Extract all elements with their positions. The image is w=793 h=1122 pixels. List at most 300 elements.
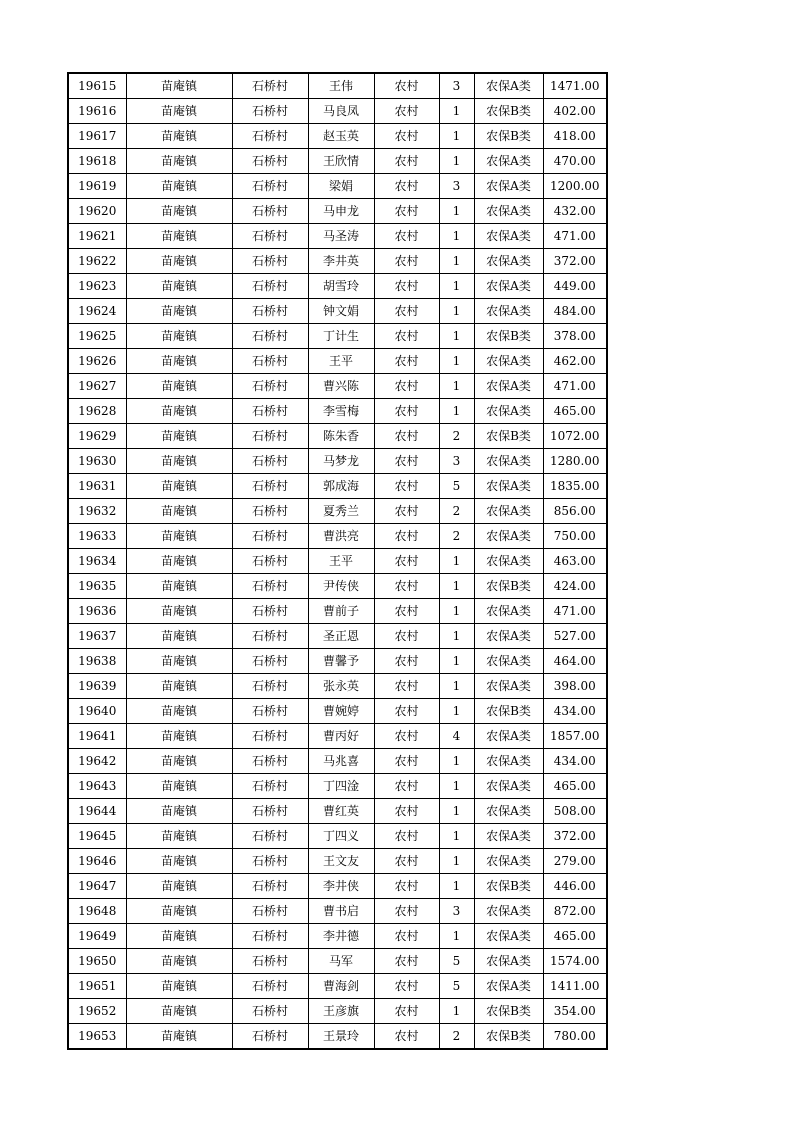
household-count-cell: 1 (439, 549, 474, 574)
records-table-body (68, 73, 607, 1049)
insurance-category-cell: 农保A类 (474, 374, 543, 399)
table-row (68, 774, 607, 799)
record-id-cell: 19650 (68, 949, 126, 974)
amount-cell: 372.00 (543, 249, 607, 274)
village-cell: 石桥村 (232, 674, 308, 699)
village-cell: 石桥村 (232, 499, 308, 524)
record-id-cell: 19628 (68, 399, 126, 424)
village-cell: 石桥村 (232, 949, 308, 974)
household-count-cell: 1 (439, 299, 474, 324)
amount-cell: 464.00 (543, 649, 607, 674)
household-count-cell: 1 (439, 924, 474, 949)
village-cell: 石桥村 (232, 124, 308, 149)
household-count-cell: 1 (439, 324, 474, 349)
table-row (68, 824, 607, 849)
village-cell: 石桥村 (232, 899, 308, 924)
town-cell: 苗庵镇 (126, 1024, 232, 1050)
amount-cell: 398.00 (543, 674, 607, 699)
records-table (67, 72, 608, 1050)
household-count-cell: 1 (439, 374, 474, 399)
name-cell: 夏秀兰 (308, 499, 374, 524)
household-count-cell: 2 (439, 524, 474, 549)
amount-cell: 462.00 (543, 349, 607, 374)
table-row (68, 749, 607, 774)
amount-cell: 418.00 (543, 124, 607, 149)
amount-cell: 780.00 (543, 1024, 607, 1050)
village-cell: 石桥村 (232, 99, 308, 124)
area-type-cell: 农村 (374, 724, 439, 749)
name-cell: 丁计生 (308, 324, 374, 349)
household-count-cell: 1 (439, 349, 474, 374)
insurance-category-cell: 农保B类 (474, 574, 543, 599)
table-row (68, 974, 607, 999)
table-row (68, 799, 607, 824)
area-type-cell: 农村 (374, 524, 439, 549)
amount-cell: 279.00 (543, 849, 607, 874)
household-count-cell: 1 (439, 149, 474, 174)
name-cell: 曹洪亮 (308, 524, 374, 549)
record-id-cell: 19637 (68, 624, 126, 649)
town-cell: 苗庵镇 (126, 774, 232, 799)
table-row (68, 99, 607, 124)
record-id-cell: 19643 (68, 774, 126, 799)
amount-cell: 378.00 (543, 324, 607, 349)
area-type-cell: 农村 (374, 474, 439, 499)
insurance-category-cell: 农保A类 (474, 299, 543, 324)
area-type-cell: 农村 (374, 124, 439, 149)
record-id-cell: 19621 (68, 224, 126, 249)
table-row (68, 149, 607, 174)
household-count-cell: 1 (439, 624, 474, 649)
area-type-cell: 农村 (374, 649, 439, 674)
name-cell: 曹书启 (308, 899, 374, 924)
village-cell: 石桥村 (232, 549, 308, 574)
household-count-cell: 3 (439, 174, 474, 199)
village-cell: 石桥村 (232, 874, 308, 899)
village-cell: 石桥村 (232, 999, 308, 1024)
record-id-cell: 19648 (68, 899, 126, 924)
village-cell: 石桥村 (232, 474, 308, 499)
amount-cell: 1200.00 (543, 174, 607, 199)
household-count-cell: 1 (439, 224, 474, 249)
record-id-cell: 19618 (68, 149, 126, 174)
insurance-category-cell: 农保A类 (474, 974, 543, 999)
town-cell: 苗庵镇 (126, 499, 232, 524)
household-count-cell: 1 (439, 274, 474, 299)
town-cell: 苗庵镇 (126, 424, 232, 449)
village-cell: 石桥村 (232, 424, 308, 449)
insurance-category-cell: 农保A类 (474, 274, 543, 299)
amount-cell: 465.00 (543, 774, 607, 799)
town-cell: 苗庵镇 (126, 99, 232, 124)
town-cell: 苗庵镇 (126, 224, 232, 249)
name-cell: 曹兴陈 (308, 374, 374, 399)
name-cell: 马梦龙 (308, 449, 374, 474)
town-cell: 苗庵镇 (126, 524, 232, 549)
insurance-category-cell: 农保A类 (474, 449, 543, 474)
name-cell: 马申龙 (308, 199, 374, 224)
table-row (68, 224, 607, 249)
village-cell: 石桥村 (232, 924, 308, 949)
name-cell: 王文友 (308, 849, 374, 874)
town-cell: 苗庵镇 (126, 599, 232, 624)
household-count-cell: 5 (439, 474, 474, 499)
area-type-cell: 农村 (374, 324, 439, 349)
town-cell: 苗庵镇 (126, 674, 232, 699)
area-type-cell: 农村 (374, 949, 439, 974)
area-type-cell: 农村 (374, 224, 439, 249)
household-count-cell: 5 (439, 974, 474, 999)
area-type-cell: 农村 (374, 299, 439, 324)
amount-cell: 527.00 (543, 624, 607, 649)
record-id-cell: 19624 (68, 299, 126, 324)
town-cell: 苗庵镇 (126, 899, 232, 924)
town-cell: 苗庵镇 (126, 249, 232, 274)
town-cell: 苗庵镇 (126, 974, 232, 999)
record-id-cell: 19634 (68, 549, 126, 574)
area-type-cell: 农村 (374, 73, 439, 99)
area-type-cell: 农村 (374, 549, 439, 574)
household-count-cell: 4 (439, 724, 474, 749)
town-cell: 苗庵镇 (126, 849, 232, 874)
table-row (68, 874, 607, 899)
village-cell: 石桥村 (232, 149, 308, 174)
household-count-cell: 1 (439, 399, 474, 424)
village-cell: 石桥村 (232, 624, 308, 649)
name-cell: 马圣涛 (308, 224, 374, 249)
town-cell: 苗庵镇 (126, 349, 232, 374)
household-count-cell: 1 (439, 874, 474, 899)
table-row (68, 299, 607, 324)
area-type-cell: 农村 (374, 99, 439, 124)
record-id-cell: 19638 (68, 649, 126, 674)
table-row (68, 849, 607, 874)
table-row (68, 549, 607, 574)
household-count-cell: 2 (439, 424, 474, 449)
area-type-cell: 农村 (374, 849, 439, 874)
amount-cell: 1411.00 (543, 974, 607, 999)
village-cell: 石桥村 (232, 849, 308, 874)
household-count-cell: 5 (439, 949, 474, 974)
name-cell: 曹馨予 (308, 649, 374, 674)
amount-cell: 1574.00 (543, 949, 607, 974)
record-id-cell: 19646 (68, 849, 126, 874)
record-id-cell: 19632 (68, 499, 126, 524)
area-type-cell: 农村 (374, 274, 439, 299)
name-cell: 胡雪玲 (308, 274, 374, 299)
household-count-cell: 1 (439, 199, 474, 224)
table-row (68, 724, 607, 749)
amount-cell: 470.00 (543, 149, 607, 174)
table-row (68, 649, 607, 674)
household-count-cell: 3 (439, 73, 474, 99)
town-cell: 苗庵镇 (126, 474, 232, 499)
area-type-cell: 农村 (374, 824, 439, 849)
record-id-cell: 19645 (68, 824, 126, 849)
name-cell: 梁娟 (308, 174, 374, 199)
table-row (68, 274, 607, 299)
town-cell: 苗庵镇 (126, 124, 232, 149)
record-id-cell: 19639 (68, 674, 126, 699)
table-row (68, 949, 607, 974)
town-cell: 苗庵镇 (126, 324, 232, 349)
village-cell: 石桥村 (232, 649, 308, 674)
village-cell: 石桥村 (232, 724, 308, 749)
town-cell: 苗庵镇 (126, 874, 232, 899)
insurance-category-cell: 农保A类 (474, 524, 543, 549)
area-type-cell: 农村 (374, 974, 439, 999)
name-cell: 曹婉婷 (308, 699, 374, 724)
village-cell: 石桥村 (232, 824, 308, 849)
record-id-cell: 19625 (68, 324, 126, 349)
village-cell: 石桥村 (232, 774, 308, 799)
amount-cell: 432.00 (543, 199, 607, 224)
amount-cell: 449.00 (543, 274, 607, 299)
insurance-category-cell: 农保A类 (474, 549, 543, 574)
village-cell: 石桥村 (232, 749, 308, 774)
amount-cell: 471.00 (543, 599, 607, 624)
village-cell: 石桥村 (232, 274, 308, 299)
record-id-cell: 19641 (68, 724, 126, 749)
amount-cell: 463.00 (543, 549, 607, 574)
area-type-cell: 农村 (374, 699, 439, 724)
insurance-category-cell: 农保A类 (474, 399, 543, 424)
household-count-cell: 1 (439, 99, 474, 124)
record-id-cell: 19636 (68, 599, 126, 624)
household-count-cell: 3 (439, 449, 474, 474)
table-row (68, 424, 607, 449)
town-cell: 苗庵镇 (126, 999, 232, 1024)
record-id-cell: 19647 (68, 874, 126, 899)
name-cell: 钟文娟 (308, 299, 374, 324)
table-row (68, 124, 607, 149)
village-cell: 石桥村 (232, 324, 308, 349)
village-cell: 石桥村 (232, 224, 308, 249)
table-row (68, 199, 607, 224)
village-cell: 石桥村 (232, 974, 308, 999)
insurance-category-cell: 农保A类 (474, 674, 543, 699)
record-id-cell: 19615 (68, 73, 126, 99)
name-cell: 王欣情 (308, 149, 374, 174)
insurance-category-cell: 农保A类 (474, 949, 543, 974)
amount-cell: 465.00 (543, 924, 607, 949)
insurance-category-cell: 农保A类 (474, 724, 543, 749)
area-type-cell: 农村 (374, 199, 439, 224)
name-cell: 李井英 (308, 249, 374, 274)
name-cell: 王伟 (308, 73, 374, 99)
household-count-cell: 1 (439, 799, 474, 824)
amount-cell: 484.00 (543, 299, 607, 324)
amount-cell: 465.00 (543, 399, 607, 424)
name-cell: 马良凤 (308, 99, 374, 124)
insurance-category-cell: 农保A类 (474, 799, 543, 824)
village-cell: 石桥村 (232, 399, 308, 424)
record-id-cell: 19652 (68, 999, 126, 1024)
insurance-category-cell: 农保A类 (474, 849, 543, 874)
insurance-category-cell: 农保A类 (474, 174, 543, 199)
area-type-cell: 农村 (374, 899, 439, 924)
household-count-cell: 1 (439, 774, 474, 799)
name-cell: 圣正恩 (308, 624, 374, 649)
town-cell: 苗庵镇 (126, 73, 232, 99)
household-count-cell: 2 (439, 499, 474, 524)
area-type-cell: 农村 (374, 1024, 439, 1050)
area-type-cell: 农村 (374, 774, 439, 799)
town-cell: 苗庵镇 (126, 174, 232, 199)
insurance-category-cell: 农保A类 (474, 649, 543, 674)
table-row (68, 1024, 607, 1050)
household-count-cell: 1 (439, 849, 474, 874)
household-count-cell: 1 (439, 749, 474, 774)
name-cell: 王彦旗 (308, 999, 374, 1024)
name-cell: 张永英 (308, 674, 374, 699)
insurance-category-cell: 农保B类 (474, 874, 543, 899)
area-type-cell: 农村 (374, 399, 439, 424)
insurance-category-cell: 农保B类 (474, 124, 543, 149)
record-id-cell: 19642 (68, 749, 126, 774)
amount-cell: 446.00 (543, 874, 607, 899)
table-row (68, 399, 607, 424)
household-count-cell: 2 (439, 1024, 474, 1050)
name-cell: 王平 (308, 349, 374, 374)
name-cell: 丁四义 (308, 824, 374, 849)
insurance-category-cell: 农保A类 (474, 599, 543, 624)
area-type-cell: 农村 (374, 874, 439, 899)
table-row (68, 524, 607, 549)
name-cell: 曹海剑 (308, 974, 374, 999)
table-row (68, 449, 607, 474)
insurance-category-cell: 农保A类 (474, 749, 543, 774)
table-row (68, 599, 607, 624)
town-cell: 苗庵镇 (126, 299, 232, 324)
name-cell: 曹前子 (308, 599, 374, 624)
name-cell: 赵玉英 (308, 124, 374, 149)
household-count-cell: 1 (439, 674, 474, 699)
table-row (68, 349, 607, 374)
town-cell: 苗庵镇 (126, 649, 232, 674)
area-type-cell: 农村 (374, 149, 439, 174)
amount-cell: 434.00 (543, 699, 607, 724)
village-cell: 石桥村 (232, 349, 308, 374)
area-type-cell: 农村 (374, 249, 439, 274)
record-id-cell: 19617 (68, 124, 126, 149)
record-id-cell: 19644 (68, 799, 126, 824)
record-id-cell: 19633 (68, 524, 126, 549)
area-type-cell: 农村 (374, 924, 439, 949)
town-cell: 苗庵镇 (126, 374, 232, 399)
household-count-cell: 1 (439, 649, 474, 674)
household-count-cell: 1 (439, 599, 474, 624)
record-id-cell: 19616 (68, 99, 126, 124)
area-type-cell: 农村 (374, 999, 439, 1024)
household-count-cell: 1 (439, 999, 474, 1024)
insurance-category-cell: 农保B类 (474, 699, 543, 724)
table-row (68, 999, 607, 1024)
town-cell: 苗庵镇 (126, 574, 232, 599)
table-row (68, 624, 607, 649)
village-cell: 石桥村 (232, 249, 308, 274)
record-id-cell: 19623 (68, 274, 126, 299)
amount-cell: 1072.00 (543, 424, 607, 449)
name-cell: 尹传侠 (308, 574, 374, 599)
table-row (68, 674, 607, 699)
name-cell: 曹红英 (308, 799, 374, 824)
insurance-category-cell: 农保B类 (474, 1024, 543, 1050)
insurance-category-cell: 农保A类 (474, 824, 543, 849)
area-type-cell: 农村 (374, 349, 439, 374)
amount-cell: 872.00 (543, 899, 607, 924)
amount-cell: 424.00 (543, 574, 607, 599)
table-row (68, 374, 607, 399)
record-id-cell: 19629 (68, 424, 126, 449)
record-id-cell: 19635 (68, 574, 126, 599)
town-cell: 苗庵镇 (126, 449, 232, 474)
name-cell: 李井德 (308, 924, 374, 949)
area-type-cell: 农村 (374, 624, 439, 649)
village-cell: 石桥村 (232, 599, 308, 624)
insurance-category-cell: 农保A类 (474, 924, 543, 949)
village-cell: 石桥村 (232, 199, 308, 224)
table-row (68, 324, 607, 349)
town-cell: 苗庵镇 (126, 724, 232, 749)
record-id-cell: 19622 (68, 249, 126, 274)
area-type-cell: 农村 (374, 749, 439, 774)
village-cell: 石桥村 (232, 799, 308, 824)
village-cell: 石桥村 (232, 574, 308, 599)
name-cell: 马军 (308, 949, 374, 974)
amount-cell: 354.00 (543, 999, 607, 1024)
town-cell: 苗庵镇 (126, 824, 232, 849)
amount-cell: 471.00 (543, 224, 607, 249)
name-cell: 陈朱香 (308, 424, 374, 449)
insurance-category-cell: 农保B类 (474, 324, 543, 349)
area-type-cell: 农村 (374, 449, 439, 474)
table-row (68, 249, 607, 274)
amount-cell: 1857.00 (543, 724, 607, 749)
table-row (68, 924, 607, 949)
amount-cell: 1471.00 (543, 73, 607, 99)
area-type-cell: 农村 (374, 574, 439, 599)
amount-cell: 508.00 (543, 799, 607, 824)
table-row (68, 174, 607, 199)
table-row (68, 499, 607, 524)
village-cell: 石桥村 (232, 524, 308, 549)
record-id-cell: 19649 (68, 924, 126, 949)
area-type-cell: 农村 (374, 374, 439, 399)
table-row (68, 699, 607, 724)
table-row (68, 474, 607, 499)
record-id-cell: 19631 (68, 474, 126, 499)
town-cell: 苗庵镇 (126, 699, 232, 724)
table-row (68, 574, 607, 599)
insurance-category-cell: 农保A类 (474, 499, 543, 524)
insurance-category-cell: 农保B类 (474, 99, 543, 124)
name-cell: 曹丙好 (308, 724, 374, 749)
amount-cell: 372.00 (543, 824, 607, 849)
town-cell: 苗庵镇 (126, 199, 232, 224)
town-cell: 苗庵镇 (126, 399, 232, 424)
household-count-cell: 1 (439, 824, 474, 849)
village-cell: 石桥村 (232, 73, 308, 99)
area-type-cell: 农村 (374, 424, 439, 449)
insurance-category-cell: 农保A类 (474, 249, 543, 274)
record-id-cell: 19651 (68, 974, 126, 999)
household-count-cell: 1 (439, 574, 474, 599)
town-cell: 苗庵镇 (126, 799, 232, 824)
area-type-cell: 农村 (374, 799, 439, 824)
area-type-cell: 农村 (374, 499, 439, 524)
insurance-category-cell: 农保A类 (474, 899, 543, 924)
